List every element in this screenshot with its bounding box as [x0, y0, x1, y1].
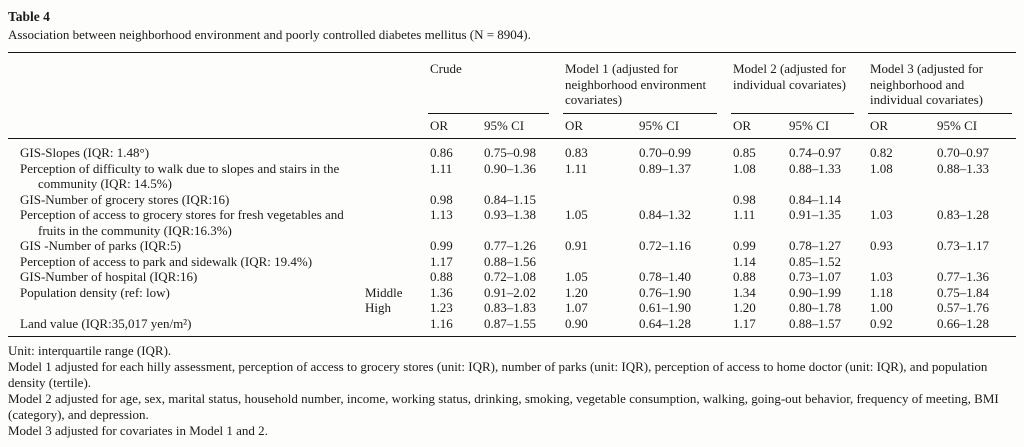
- or-value: 0.99: [430, 238, 453, 253]
- or-value: 1.20: [733, 300, 756, 315]
- or-value: 1.11: [430, 160, 453, 176]
- ci-value: 0.84–1.32: [639, 207, 691, 222]
- or-value: 1.11: [565, 160, 588, 176]
- table-row: [8, 300, 1016, 316]
- or-value: 1.11: [733, 207, 756, 222]
- row-label: Land value (IQR:35,017 yen/m²): [20, 315, 192, 331]
- row-label: Perception of access to park and sidewalk (IQR: 19.4%): [20, 253, 313, 269]
- group-underline: [868, 113, 1012, 114]
- ci-value: 0.91–1.35: [789, 207, 841, 222]
- or-value: 1.08: [870, 160, 893, 176]
- or-value: 1.00: [870, 300, 893, 315]
- ci-value: 0.89–1.37: [639, 160, 691, 176]
- row-label: GIS -Number of parks (IQR:5): [20, 238, 182, 253]
- ci-value: 0.73–1.07: [789, 269, 841, 284]
- or-value: 0.93: [870, 238, 893, 253]
- or-value: 1.18: [870, 284, 893, 300]
- ci-value: 0.66–1.28: [937, 315, 989, 331]
- or-value: 1.14: [733, 253, 756, 269]
- ci-value: 0.85–1.52: [789, 253, 841, 269]
- or-value: 0.88: [430, 269, 453, 284]
- table-row: [8, 238, 1016, 254]
- row-sublabel: [358, 316, 428, 337]
- or-value: 1.17: [733, 315, 756, 331]
- or-value: 0.99: [733, 238, 756, 253]
- group-header-model3: [868, 53, 1016, 114]
- ci-value: 0.90–1.99: [789, 284, 841, 300]
- ci-value: 0.93–1.38: [484, 207, 536, 222]
- or-value: [868, 254, 935, 270]
- ci-value: 0.77–1.36: [937, 269, 989, 284]
- ci-value: 0.88–1.57: [789, 315, 841, 331]
- or-value: 0.90: [565, 315, 588, 331]
- table-footnotes: [8, 343, 1016, 439]
- ci-value: 0.83–1.83: [484, 300, 536, 315]
- table-row: [8, 285, 1016, 301]
- ci-value: 0.70–0.97: [937, 145, 989, 160]
- or-value: 0.85: [733, 145, 756, 160]
- row-sublabel: [358, 254, 428, 270]
- table-row: [8, 269, 1016, 285]
- or-value: 0.92: [870, 315, 893, 331]
- ci-value: [637, 254, 731, 270]
- or-value: [868, 192, 935, 208]
- row-label: Perception of difficulty to walk due to slopes and stairs in the community (IQR: 14.5%): [20, 160, 340, 191]
- row-sublabel: [358, 161, 428, 192]
- ci-value: [637, 192, 731, 208]
- ci-value: 0.77–1.26: [484, 238, 536, 253]
- or-value: 1.03: [870, 269, 893, 284]
- ci-value: [935, 254, 1016, 270]
- ci-value: 0.72–1.16: [639, 238, 691, 253]
- row-sublabel: [358, 207, 428, 238]
- group-underline: [428, 113, 549, 114]
- or-value: 0.86: [430, 145, 453, 160]
- col-header-model3-ci: 95% CI: [935, 114, 1016, 139]
- col-header-model3-or: OR: [868, 114, 935, 139]
- row-label: Perception of access to grocery stores for fresh vegetables and fruits in the community (IQR:16.3%): [20, 207, 344, 238]
- table-row: [8, 207, 1016, 238]
- group-header-row: [8, 53, 1016, 114]
- subheader-row: [8, 114, 1016, 139]
- ci-value: 0.88–1.56: [484, 253, 536, 269]
- or-value: 1.20: [565, 284, 588, 300]
- or-value: 1.23: [430, 300, 453, 315]
- table-caption: Association between neighborhood environment and poorly controlled diabetes mellitus (N = 8904).: [8, 26, 531, 42]
- or-value: [563, 192, 637, 208]
- row-label: GIS-Slopes (IQR: 1.48°): [20, 145, 150, 160]
- group-underline: [731, 113, 854, 114]
- ci-value: 0.87–1.55: [484, 315, 536, 331]
- subheader-spacer-cell: [8, 114, 428, 139]
- row-sublabel: [358, 238, 428, 254]
- ci-value: 0.88–1.33: [789, 160, 841, 176]
- col-header-model2-ci: 95% CI: [787, 114, 868, 139]
- ci-value: 0.91–2.02: [484, 284, 536, 300]
- or-value: 1.07: [565, 300, 588, 315]
- col-header-model1-ci: 95% CI: [637, 114, 731, 139]
- col-header-crude-ci: 95% CI: [482, 114, 563, 139]
- or-value: [563, 254, 637, 270]
- row-sublabel: High: [365, 300, 391, 315]
- group-header-model1-label: Model 1 (adjusted for neighborhood environment covariates): [565, 61, 707, 107]
- row-label: GIS-Number of hospital (IQR:16): [20, 269, 198, 284]
- group-header-crude: [428, 53, 563, 114]
- or-value: 1.05: [565, 269, 588, 284]
- ci-value: 0.76–1.90: [639, 284, 691, 300]
- or-value: 0.82: [870, 145, 893, 160]
- ci-value: 0.84–1.15: [484, 191, 536, 207]
- header-spacer-cell: [8, 53, 428, 114]
- row-sublabel: [358, 269, 428, 285]
- group-header-model3-label: Model 3 (adjusted for neighborhood and individual covariates): [870, 61, 984, 107]
- row-sublabel: Middle: [365, 284, 403, 300]
- or-value: 1.05: [565, 207, 588, 222]
- table-number-label: Table 4: [8, 9, 50, 24]
- or-value: 1.34: [733, 284, 756, 300]
- or-value: 0.98: [430, 191, 453, 207]
- table-row: [8, 254, 1016, 270]
- row-label: [8, 300, 358, 316]
- ci-value: 0.72–1.08: [484, 269, 536, 284]
- row-label: GIS-Number of grocery stores (IQR:16): [20, 191, 230, 207]
- ci-value: 0.75–0.98: [484, 145, 536, 160]
- group-header-model1: [563, 53, 731, 114]
- group-header-crude-label: Crude: [430, 61, 462, 76]
- ci-value: 0.84–1.14: [789, 191, 841, 207]
- ci-value: 0.78–1.27: [789, 238, 841, 253]
- col-header-crude-or: OR: [428, 114, 482, 139]
- ci-value: 0.73–1.17: [937, 238, 989, 253]
- or-value: 0.91: [565, 238, 588, 253]
- ci-value: 0.64–1.28: [639, 315, 691, 331]
- ci-value: 0.80–1.78: [789, 300, 841, 315]
- or-value: 1.08: [733, 160, 756, 176]
- ci-value: [935, 192, 1016, 208]
- ci-value: 0.90–1.36: [484, 160, 536, 176]
- row-sublabel: [358, 192, 428, 208]
- col-header-model1-or: OR: [563, 114, 637, 139]
- or-value: 1.13: [430, 207, 453, 222]
- footnote-unit: Unit: interquartile range (IQR).: [8, 343, 172, 358]
- ci-value: 0.75–1.84: [937, 284, 989, 300]
- table-row: [8, 161, 1016, 192]
- or-value: 1.36: [430, 284, 453, 300]
- table-row: [8, 139, 1016, 161]
- footnote-model2: Model 2 adjusted for age, sex, marital status, household number, income, working status, drinking, smoking, vegetable consumption, walking, going-out behavior, frequency of meeting, BMI (category), and depression.: [8, 391, 999, 422]
- ci-value: 0.83–1.28: [937, 207, 989, 222]
- or-value: 1.03: [870, 207, 893, 222]
- row-sublabel: [358, 139, 428, 161]
- group-header-model2-label: Model 2 (adjusted for individual covariates): [733, 61, 847, 92]
- or-value: 0.88: [733, 269, 756, 284]
- or-value: 0.83: [565, 145, 588, 160]
- results-table: [8, 52, 1016, 337]
- or-value: 1.17: [430, 253, 453, 269]
- ci-value: 0.57–1.76: [937, 300, 989, 315]
- ci-value: 0.88–1.33: [937, 160, 989, 176]
- col-header-model2-or: OR: [731, 114, 787, 139]
- group-header-model2: [731, 53, 868, 114]
- row-label: Population density (ref: low): [20, 284, 170, 300]
- ci-value: 0.70–0.99: [639, 145, 691, 160]
- table-row: [8, 316, 1016, 337]
- group-underline: [563, 113, 717, 114]
- ci-value: 0.61–1.90: [639, 300, 691, 315]
- footnote-model1: Model 1 adjusted for each hilly assessment, perception of access to grocery stores (unit: IQR), number of parks (unit: IQR), perception of access to home doctor (unit: IQR), and population density (tertile).: [8, 359, 988, 390]
- footnote-model3: Model 3 adjusted for covariates in Model 1 and 2.: [8, 423, 268, 438]
- or-value: 0.98: [733, 191, 756, 207]
- ci-value: 0.78–1.40: [639, 269, 691, 284]
- or-value: 1.16: [430, 315, 453, 331]
- ci-value: 0.74–0.97: [789, 145, 841, 160]
- table-row: [8, 192, 1016, 208]
